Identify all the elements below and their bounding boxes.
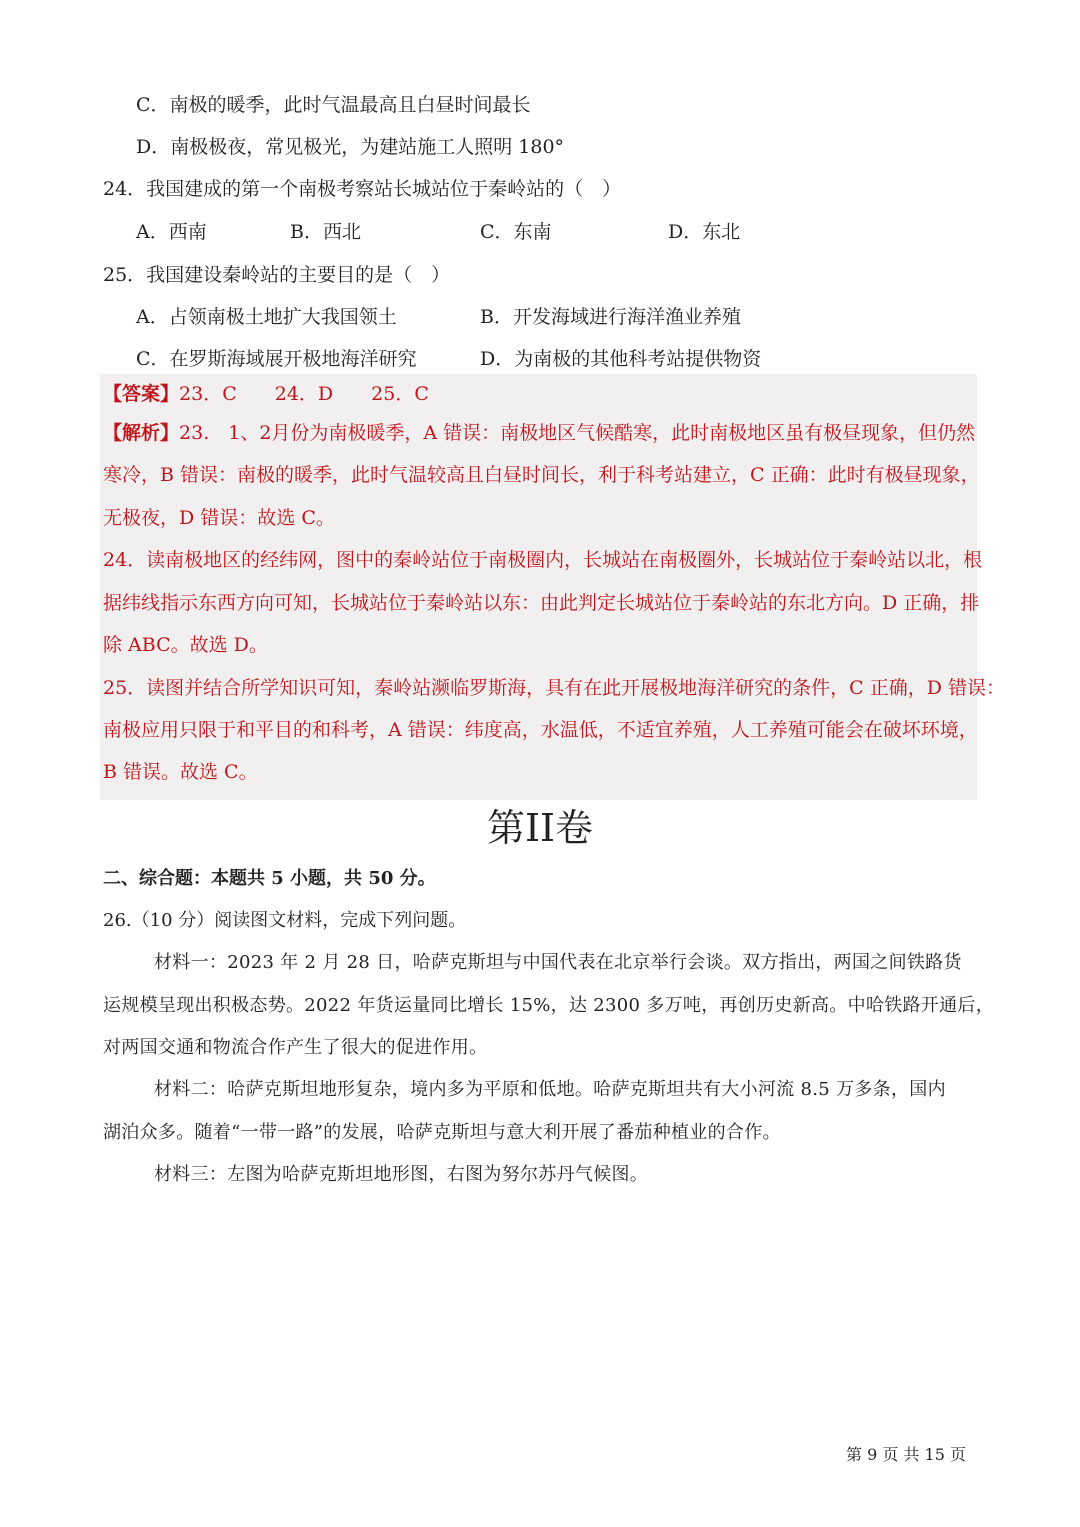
q24-option-b: B．西北 [290,221,361,243]
q26-material3-line1: 材料三：左图为哈萨克斯坦地形图，右图为努尔苏丹气候图。 [154,1164,649,1185]
q26-material2-line2: 湖泊众多。随着“一带一路”的发展，哈萨克斯坦与意大利开展了番茄种植业的合作。 [103,1122,781,1143]
q25-option-c: C．在罗斯海域展开极地海洋研究 [136,348,417,370]
q25-option-b: B．开发海域进行海洋渔业养殖 [480,306,741,328]
section-heading: 二、综合题：本题共 5 小题，共 50 分。 [103,868,436,889]
analysis-q23-line2: 寒冷，B 错误：南极的暖季，此时气温较高且白昼时间长，利于科考站建立，C 正确：此时有极昼现象， [103,464,980,486]
q26-material2-line1: 材料二：哈萨克斯坦地形复杂，境内多为平原和低地。哈萨克斯坦共有大小河流 8.5 万多条，国内 [154,1079,946,1100]
analysis-q23-line3: 无极夜，D 错误：故选 C。 [103,507,335,529]
q25-option-a: A．占领南极土地扩大我国领土 [136,306,397,328]
q26-stem: 26.（10 分）阅读图文材料，完成下列问题。 [103,910,467,931]
answer-label: 【答案】 [103,383,180,405]
analysis-q24-line2: 据纬线指示东西方向可知，长城站位于秦岭站以东：由此判定长城站位于秦岭站的东北方向。D 正确，排 [103,592,980,614]
analysis-q24-line3: 除 ABC。故选 D。 [103,634,268,656]
q25-option-d: D．为南极的其他科考站提供物资 [480,348,762,370]
q26-material1-line2: 运规模呈现出积极态势。2022 年货运量同比增长 15%，达 2300 多万吨，再创历史新高。中哈铁路开通后， [103,995,995,1016]
answer-line [103,381,429,407]
volume-title: 第II卷 [486,806,594,850]
q24-option-c: C．东南 [480,221,552,243]
page-number: 第 9 页 共 15 页 [846,1445,966,1464]
q25-stem: 25．我国建设秦岭站的主要目的是（ ） [103,264,451,286]
analysis-q25-line1: 25．读图并结合所学知识可知，秦岭站濒临罗斯海，具有在此开展极地海洋研究的条件，C 正确，D 错误： [103,677,1006,699]
analysis-label: 【解析】 [103,422,180,444]
answer-text: 23．C 24．D 25．C [179,383,429,405]
q26-material1-line3: 对两国交通和物流合作产生了很大的促进作用。 [103,1037,488,1058]
q23-option-c: C．南极的暖季，此时气温最高且白昼时间最长 [136,94,531,116]
analysis-q25-line3: B 错误。故选 C。 [103,761,258,783]
q24-option-a: A．西南 [136,221,207,243]
q24-stem: 24．我国建成的第一个南极考察站长城站位于秦岭站的（ ） [103,178,622,200]
q26-material1-line1: 材料一：2023 年 2 月 28 日，哈萨克斯坦与中国代表在北京举行会谈。双方指出，两国之间铁路货 [154,952,962,973]
analysis-q25-line2: 南极应用只限于和平目的和科考，A 错误：纬度高，水温低，不适宜养殖，人工养殖可能会在破坏环境， [103,719,978,741]
analysis-q23-text1: 23. 1、2月份为南极暖季，A 错误：南极地区气候酷寒，此时南极地区虽有极昼现象，但仍然 [179,422,976,444]
analysis-q24-line1: 24．读南极地区的经纬网，图中的秦岭站位于南极圈内，长城站在南极圈外，长城站位于秦岭站以北，根 [103,549,983,571]
q23-option-d: D．南极极夜，常见极光，为建站施工人照明 180° [136,136,565,158]
analysis-q23-line1 [103,420,975,446]
q24-option-d: D．东北 [668,221,741,243]
